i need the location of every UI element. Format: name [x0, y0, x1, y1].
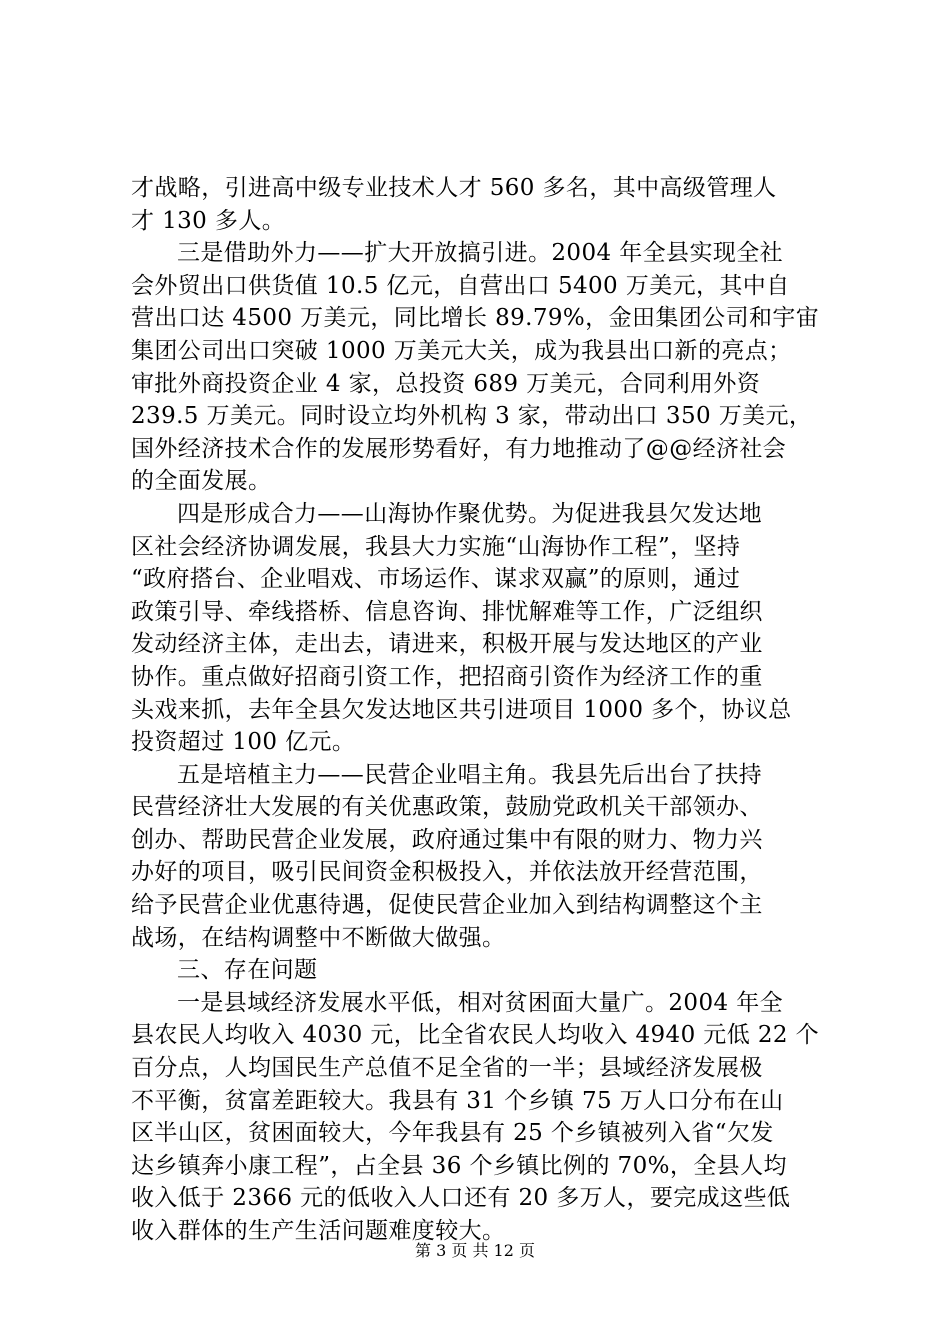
text-line: 达乡镇奔小康工程”，占全县 36 个乡镇比例的 70%，全县人均: [131, 1152, 787, 1179]
text-line: 收入低于 2366 元的低收入人口还有 20 多万人，要完成这些低: [131, 1185, 791, 1212]
paragraph-start-line: 三是借助外力——扩大开放搞引进。2004 年全县实现全社: [177, 240, 784, 267]
paragraph-start-line: 四是形成合力——山海协作聚优势。为促进我县欠发达地: [177, 500, 762, 527]
page-number-footer: 第 3 页 共 12 页: [415, 1241, 535, 1260]
text-line: 审批外商投资企业 4 家，总投资 689 万美元，合同利用外资: [131, 370, 761, 397]
section-heading: 三、存在问题: [177, 957, 318, 984]
text-line: 才 130 多人。: [131, 207, 286, 234]
text-line: 政策引导、牵线搭桥、信息咨询、排忧解难等工作，广泛组织: [131, 598, 763, 625]
text-line: 发动经济主体，走出去，请进来，积极开展与发达地区的产业: [131, 631, 763, 658]
text-line: 国外经济技术合作的发展形势看好，有力地推动了@@经济社会: [131, 435, 787, 462]
text-line: 的全面发展。: [131, 468, 272, 495]
text-line: 创办、帮助民营企业发展，政府通过集中有限的财力、物力兴: [131, 826, 763, 853]
text-line: 才战略，引进高中级专业技术人才 560 多名，其中高级管理人: [131, 175, 777, 201]
text-line: 239.5 万美元。同时设立均外机构 3 家，带动出口 350 万美元，: [131, 403, 813, 430]
paragraph-start-line: 五是培植主力——民营企业唱主角。我县先后出台了扶持: [177, 761, 762, 788]
text-line: 战场，在结构调整中不断做大做强。: [131, 924, 506, 951]
text-line: 协作。重点做好招商引资工作，把招商引资作为经济工作的重: [131, 663, 763, 690]
text-line: 县农民人均收入 4030 元，比全省农民人均收入 4940 元低 22 个: [131, 1022, 819, 1049]
text-line: 会外贸出口供货值 10.5 亿元，自营出口 5400 万美元，其中自: [131, 272, 790, 299]
paragraph-start-line: 一是县域经济发展水平低，相对贫困面大量广。2004 年全: [177, 989, 784, 1016]
text-line: 集团公司出口突破 1000 万美元大关，成为我县出口新的亮点；: [131, 337, 792, 364]
text-line: 民营经济壮大发展的有关优惠政策，鼓励党政机关干部领办、: [131, 794, 763, 821]
text-line: 区半山区，贫困面较大，今年我县有 25 个乡镇被列入省“欠发: [131, 1120, 774, 1147]
text-line: 收入群体的生产生活问题难度较大。: [131, 1218, 506, 1244]
text-line: 头戏来抓，去年全县欠发达地区共引进项目 1000 多个，协议总: [131, 696, 792, 723]
text-line: “政府搭台、企业唱戏、市场运作、谋求双赢”的原则，通过: [131, 566, 741, 593]
text-line: 投资超过 100 亿元。: [131, 729, 356, 756]
text-line: 区社会经济协调发展，我县大力实施“山海协作工程”，坚持: [131, 533, 741, 560]
text-line: 办好的项目，吸引民间资金积极投入，并依法放开经营范围，: [131, 859, 763, 886]
text-line: 给予民营企业优惠待遇，促使民营企业加入到结构调整这个主: [131, 892, 763, 919]
text-line: 不平衡，贫富差距较大。我县有 31 个乡镇 75 万人口分布在山: [131, 1087, 784, 1114]
document-body: [131, 172, 831, 1248]
text-line: 百分点，人均国民生产总值不足全省的一半；县域经济发展极: [131, 1055, 763, 1082]
text-line: 营出口达 4500 万美元，同比增长 89.79%，金田集团公司和宇宙: [131, 305, 820, 332]
